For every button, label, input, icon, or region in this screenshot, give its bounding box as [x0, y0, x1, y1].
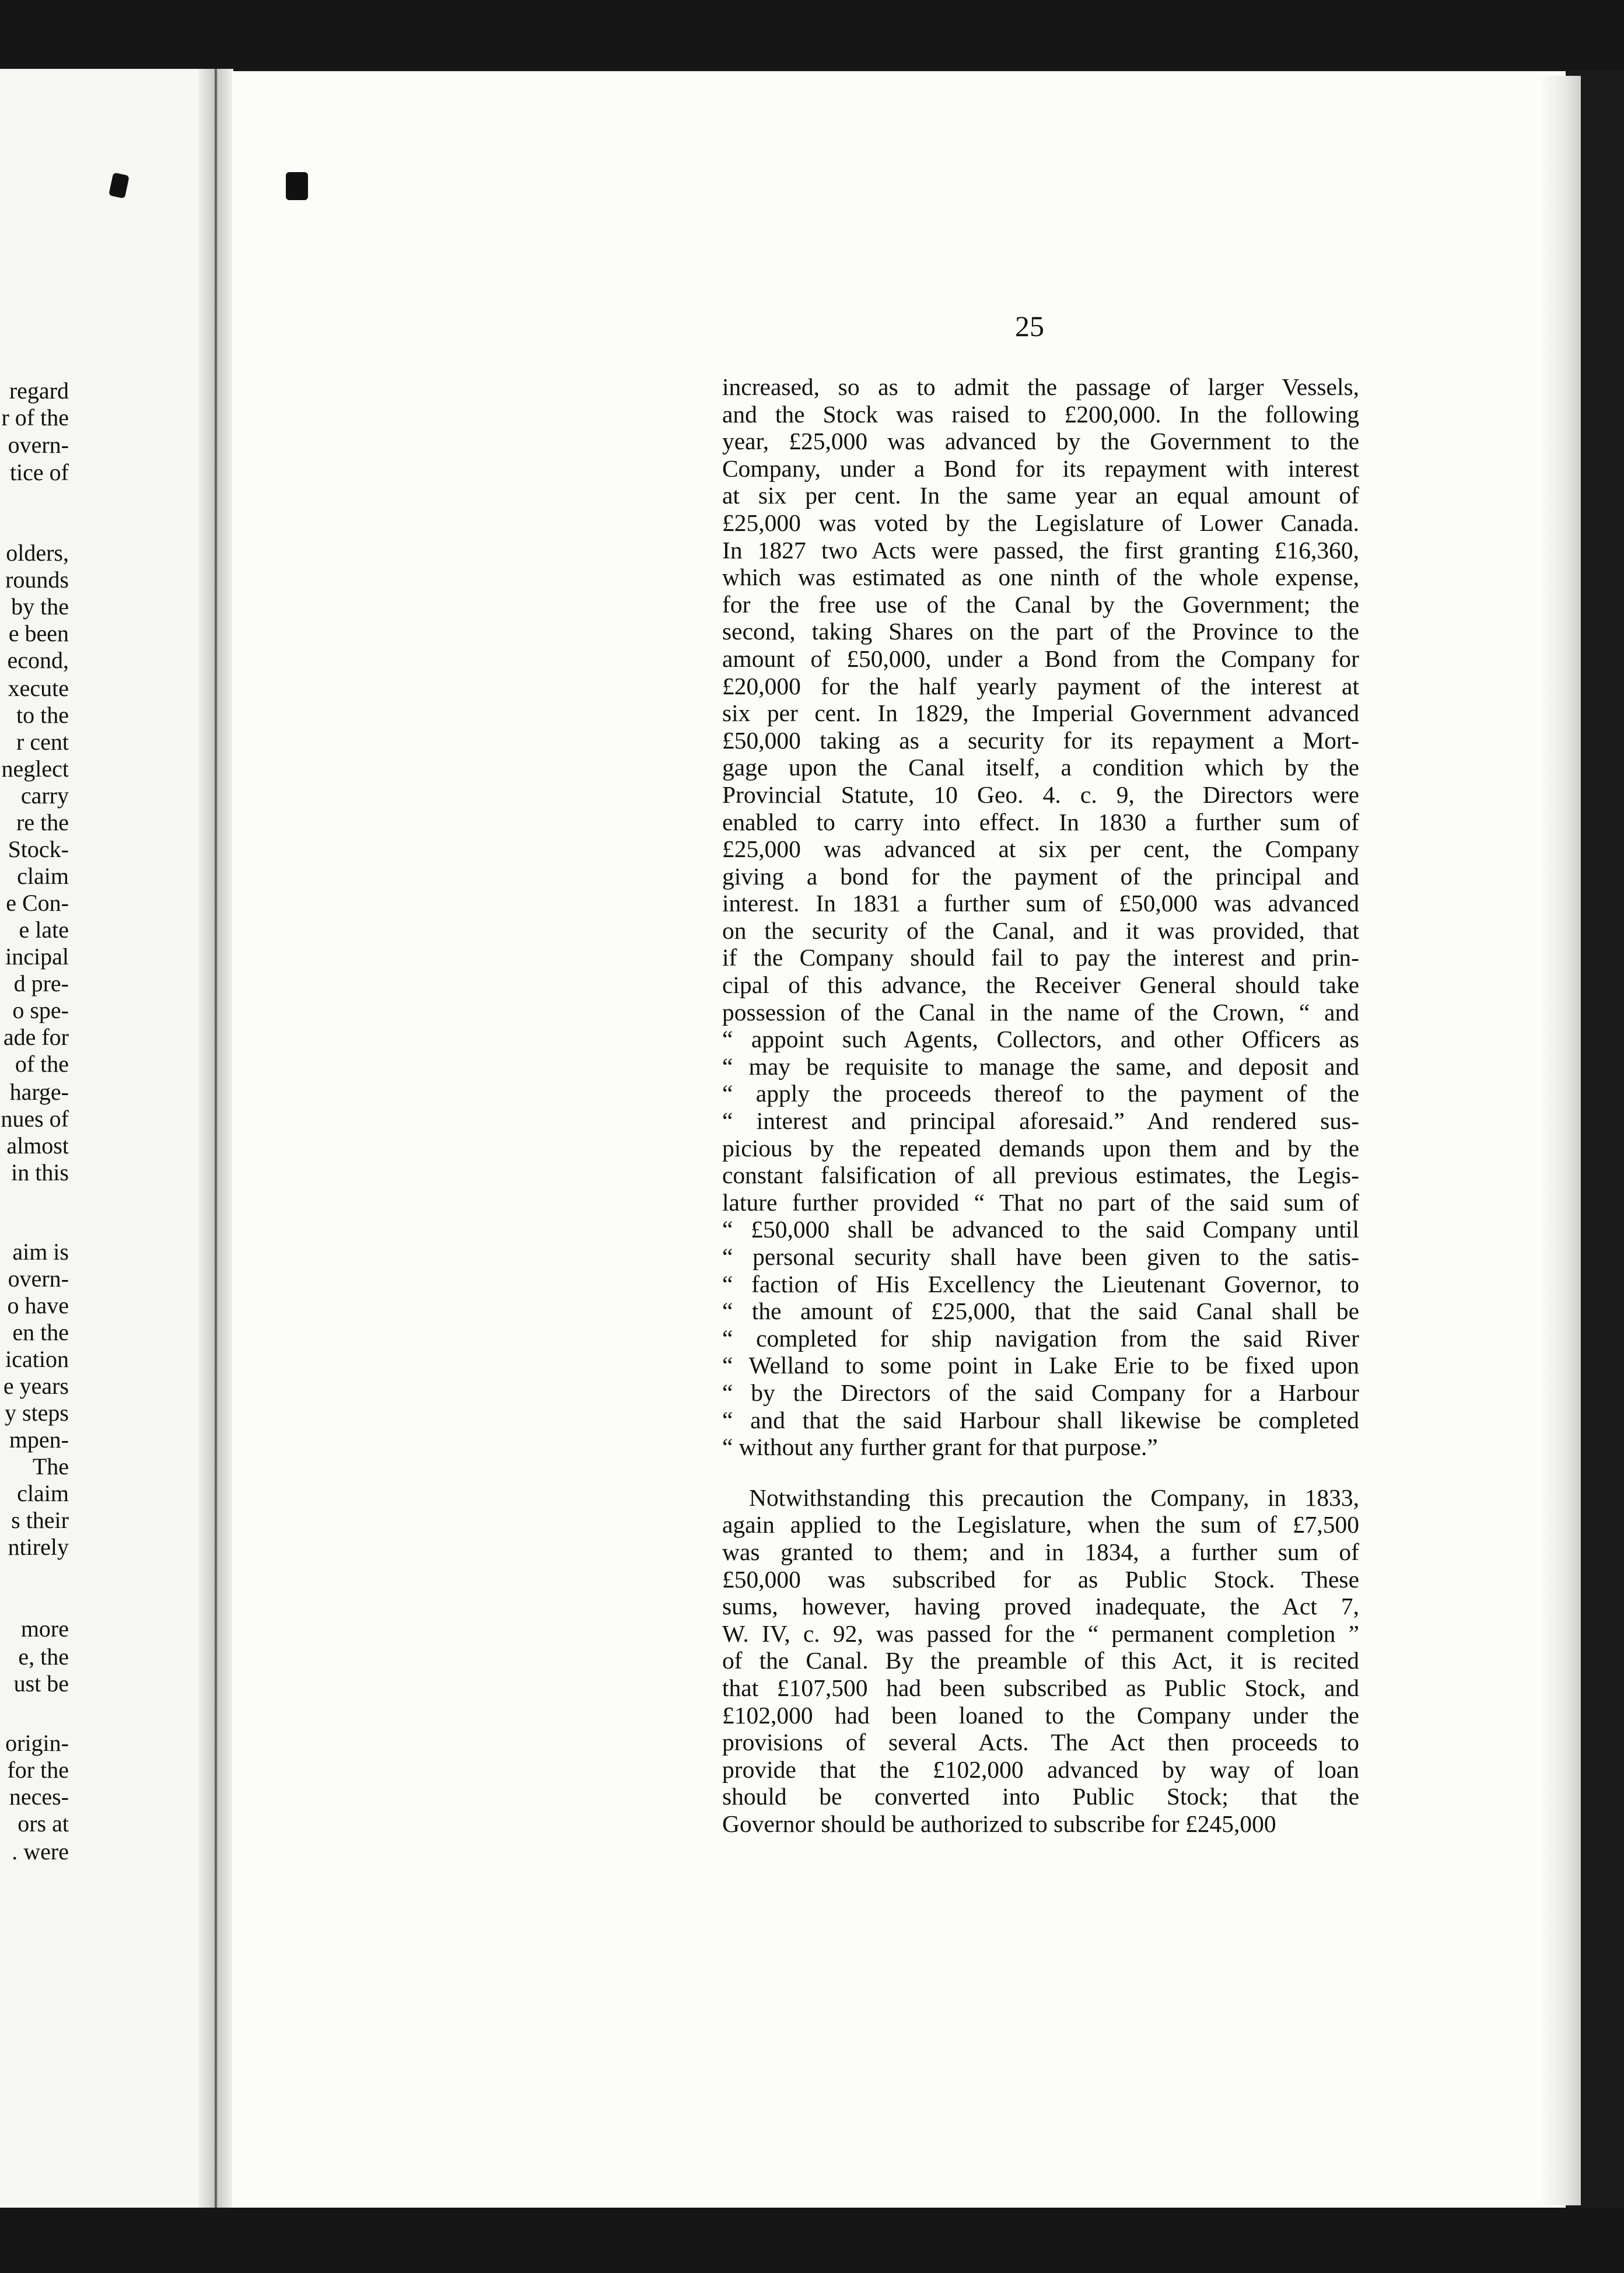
text-line: constant falsification of all previous estimates, the Legis- [722, 1162, 1359, 1189]
left-page-text [0, 69, 230, 2208]
text-line: year, £25,000 was advanced by the Government to the [722, 428, 1359, 455]
left-page-line: claim [17, 1480, 69, 1506]
text-line: gage upon the Canal itself, a condition which by the [722, 754, 1359, 781]
left-page-line: by the [11, 593, 69, 620]
text-line: £20,000 for the half yearly payment of the interest at [722, 672, 1359, 700]
left-page-line: of the [15, 1051, 69, 1077]
text-line: “ without any further grant for that purpose.” [722, 1433, 1158, 1461]
left-page-line: neglect [1, 756, 69, 782]
text-line: and the Stock was raised to £200,000. In the following [722, 400, 1359, 428]
left-page-line: aim is [12, 1239, 69, 1265]
text-line: second, taking Shares on the part of the Province to the [722, 618, 1359, 645]
text-line: on the security of the Canal, and it was provided, that [722, 917, 1359, 944]
body-text [722, 373, 1359, 1837]
left-page-line: r cent [16, 729, 69, 755]
text-line: “ Welland to some point in Lake Erie to be fixed upon [722, 1352, 1359, 1379]
left-page-line: regard [9, 377, 69, 404]
left-page-line: ade for [3, 1024, 69, 1050]
text-line: “ may be requisite to manage the same, and deposit and [722, 1052, 1359, 1080]
paragraph-2 [722, 1484, 1359, 1838]
left-page-line: Stock- [8, 836, 69, 862]
text-line: enabled to carry into effect. In 1830 a further sum of [722, 808, 1359, 835]
text-line: £102,000 had been loaned to the Company under the [722, 1701, 1359, 1729]
text-line: “ completed for ship navigation from the said River [722, 1324, 1359, 1352]
text-line: if the Company should fail to pay the interest and prin- [722, 944, 1359, 971]
text-line: should be converted into Public Stock; that the [722, 1783, 1359, 1810]
left-page-line: harge- [9, 1079, 69, 1105]
left-page-line: e late [19, 917, 69, 943]
left-page-line: tice of [9, 459, 69, 485]
left-page-line: e Con- [6, 890, 69, 916]
text-line: “ by the Directors of the said Company for a Harbour [722, 1379, 1359, 1406]
left-page-line: almost [6, 1132, 69, 1159]
left-page-line: e years [3, 1373, 69, 1399]
text-line: picious by the repeated demands upon them and by the [722, 1134, 1359, 1162]
left-page-line: . were [12, 1838, 69, 1865]
text-line: “ the amount of £25,000, that the said Canal shall be [722, 1298, 1359, 1325]
left-page-line: ication [5, 1346, 69, 1372]
text-line: lature further provided “ That no part of the said sum of [722, 1188, 1359, 1216]
left-page-line: nues of [1, 1106, 69, 1132]
left-page-line: mpen- [9, 1426, 69, 1453]
text-line: “ faction of His Excellency the Lieutenant Governor, to [722, 1270, 1359, 1298]
text-line: Notwithstanding this precaution the Company, in 1833, [749, 1484, 1359, 1511]
text-line: provisions of several Acts. The Act then proceeds to [722, 1729, 1359, 1756]
left-page-line: econd, [7, 647, 69, 673]
ink-mark-right [286, 172, 308, 200]
left-page-line: e, the [18, 1643, 69, 1670]
text-line: which was estimated as one ninth of the whole expense, [722, 564, 1359, 591]
text-line: “ personal security shall have been given to the satis- [722, 1243, 1359, 1270]
left-page-line: overn- [8, 1265, 69, 1292]
paragraph-1 [722, 373, 1359, 1461]
left-page-line: carry [20, 782, 69, 809]
left-page-line: s their [11, 1507, 69, 1533]
scan-border-top [0, 0, 1624, 70]
left-page-line: r of the [1, 404, 69, 431]
left-page-line: e been [8, 620, 69, 646]
page-edge [1540, 76, 1581, 2205]
text-line: increased, so as to admit the passage of larger Vessels, [722, 373, 1359, 400]
text-line: six per cent. In 1829, the Imperial Government advanced [722, 700, 1359, 727]
text-line: amount of £50,000, under a Bond from the Company for [722, 645, 1359, 672]
book-gutter [198, 69, 233, 2208]
left-page-line: overn- [8, 432, 69, 458]
left-page-line: origin- [5, 1730, 69, 1756]
text-line: again applied to the Legislature, when the sum of £7,500 [722, 1511, 1359, 1538]
text-line: W. IV, c. 92, was passed for the “ permanent completion ” [722, 1620, 1359, 1647]
text-line: at six per cent. In the same year an equal amount of [722, 482, 1359, 509]
left-page-line: neces- [9, 1784, 69, 1810]
text-line: £50,000 taking as a security for its repayment a Mort- [722, 726, 1359, 754]
text-line: provide that the £102,000 advanced by way of loan [722, 1756, 1359, 1783]
text-line: that £107,500 had been subscribed as Public Stock, and [722, 1674, 1359, 1701]
left-page-line: in this [11, 1159, 69, 1186]
text-line: cipal of this advance, the Receiver General should take [722, 971, 1359, 999]
text-line: Provincial Statute, 10 Geo. 4. c. 9, the Directors were [722, 781, 1359, 808]
left-page-line: ntirely [8, 1534, 69, 1560]
text-line: was granted to them; and in 1834, a further sum of [722, 1538, 1359, 1565]
text-line: “ interest and principal aforesaid.” And rendered sus- [722, 1107, 1359, 1135]
left-page-line: y steps [5, 1400, 69, 1426]
left-page-line: ust be [13, 1670, 69, 1697]
text-line: £25,000 was voted by the Legislature of Lower Canada. [722, 509, 1359, 536]
left-page-line: more [20, 1615, 69, 1642]
left-page-line: olders, [6, 540, 69, 566]
left-page-line: re the [16, 809, 69, 835]
text-line: £25,000 was advanced at six per cent, the Company [722, 835, 1359, 863]
left-page-line: o spe- [12, 997, 69, 1023]
left-page-line: d pre- [13, 970, 69, 996]
text-line: £50,000 was subscribed for as Public Stock. These [722, 1565, 1359, 1593]
text-line: “ apply the proceeds thereof to the payment of the [722, 1080, 1359, 1107]
text-line: possession of the Canal in the name of the Crown, “ and [722, 998, 1359, 1026]
left-page-line: en the [12, 1319, 69, 1345]
left-page-line: rounds [5, 566, 69, 593]
left-page-line: claim [17, 863, 69, 889]
left-page-line: o have [7, 1292, 69, 1319]
left-page-line: to the [16, 702, 69, 728]
left-page-line: ors at [18, 1810, 69, 1837]
text-line: of the Canal. By the preamble of this Act, it is recited [722, 1647, 1359, 1674]
page-number: 25 [1015, 310, 1044, 342]
text-line: sums, however, having proved inadequate, the Act 7, [722, 1593, 1359, 1620]
left-page-line: for the [7, 1757, 69, 1783]
text-line: giving a bond for the payment of the principal and [722, 862, 1359, 890]
text-line: In 1827 two Acts were passed, the first granting £16,360, [722, 536, 1359, 564]
left-page-line: xecute [8, 675, 69, 701]
left-page-line: incipal [5, 943, 69, 970]
scan-border-bottom [0, 2208, 1624, 2273]
left-page-line: The [32, 1453, 69, 1480]
text-line: interest. In 1831 a further sum of £50,000 was advanced [722, 890, 1359, 917]
text-line: “ appoint such Agents, Collectors, and other Officers as [722, 1026, 1359, 1053]
text-line: “ £50,000 shall be advanced to the said Company until [722, 1216, 1359, 1243]
left-page [0, 69, 230, 2208]
text-line: for the free use of the Canal by the Government; the [722, 590, 1359, 618]
text-line: Company, under a Bond for its repayment with interest [722, 454, 1359, 482]
text-line: “ and that the said Harbour shall likewise be completed [722, 1406, 1359, 1433]
text-line: Governor should be authorized to subscribe for £245,000 [722, 1810, 1276, 1837]
